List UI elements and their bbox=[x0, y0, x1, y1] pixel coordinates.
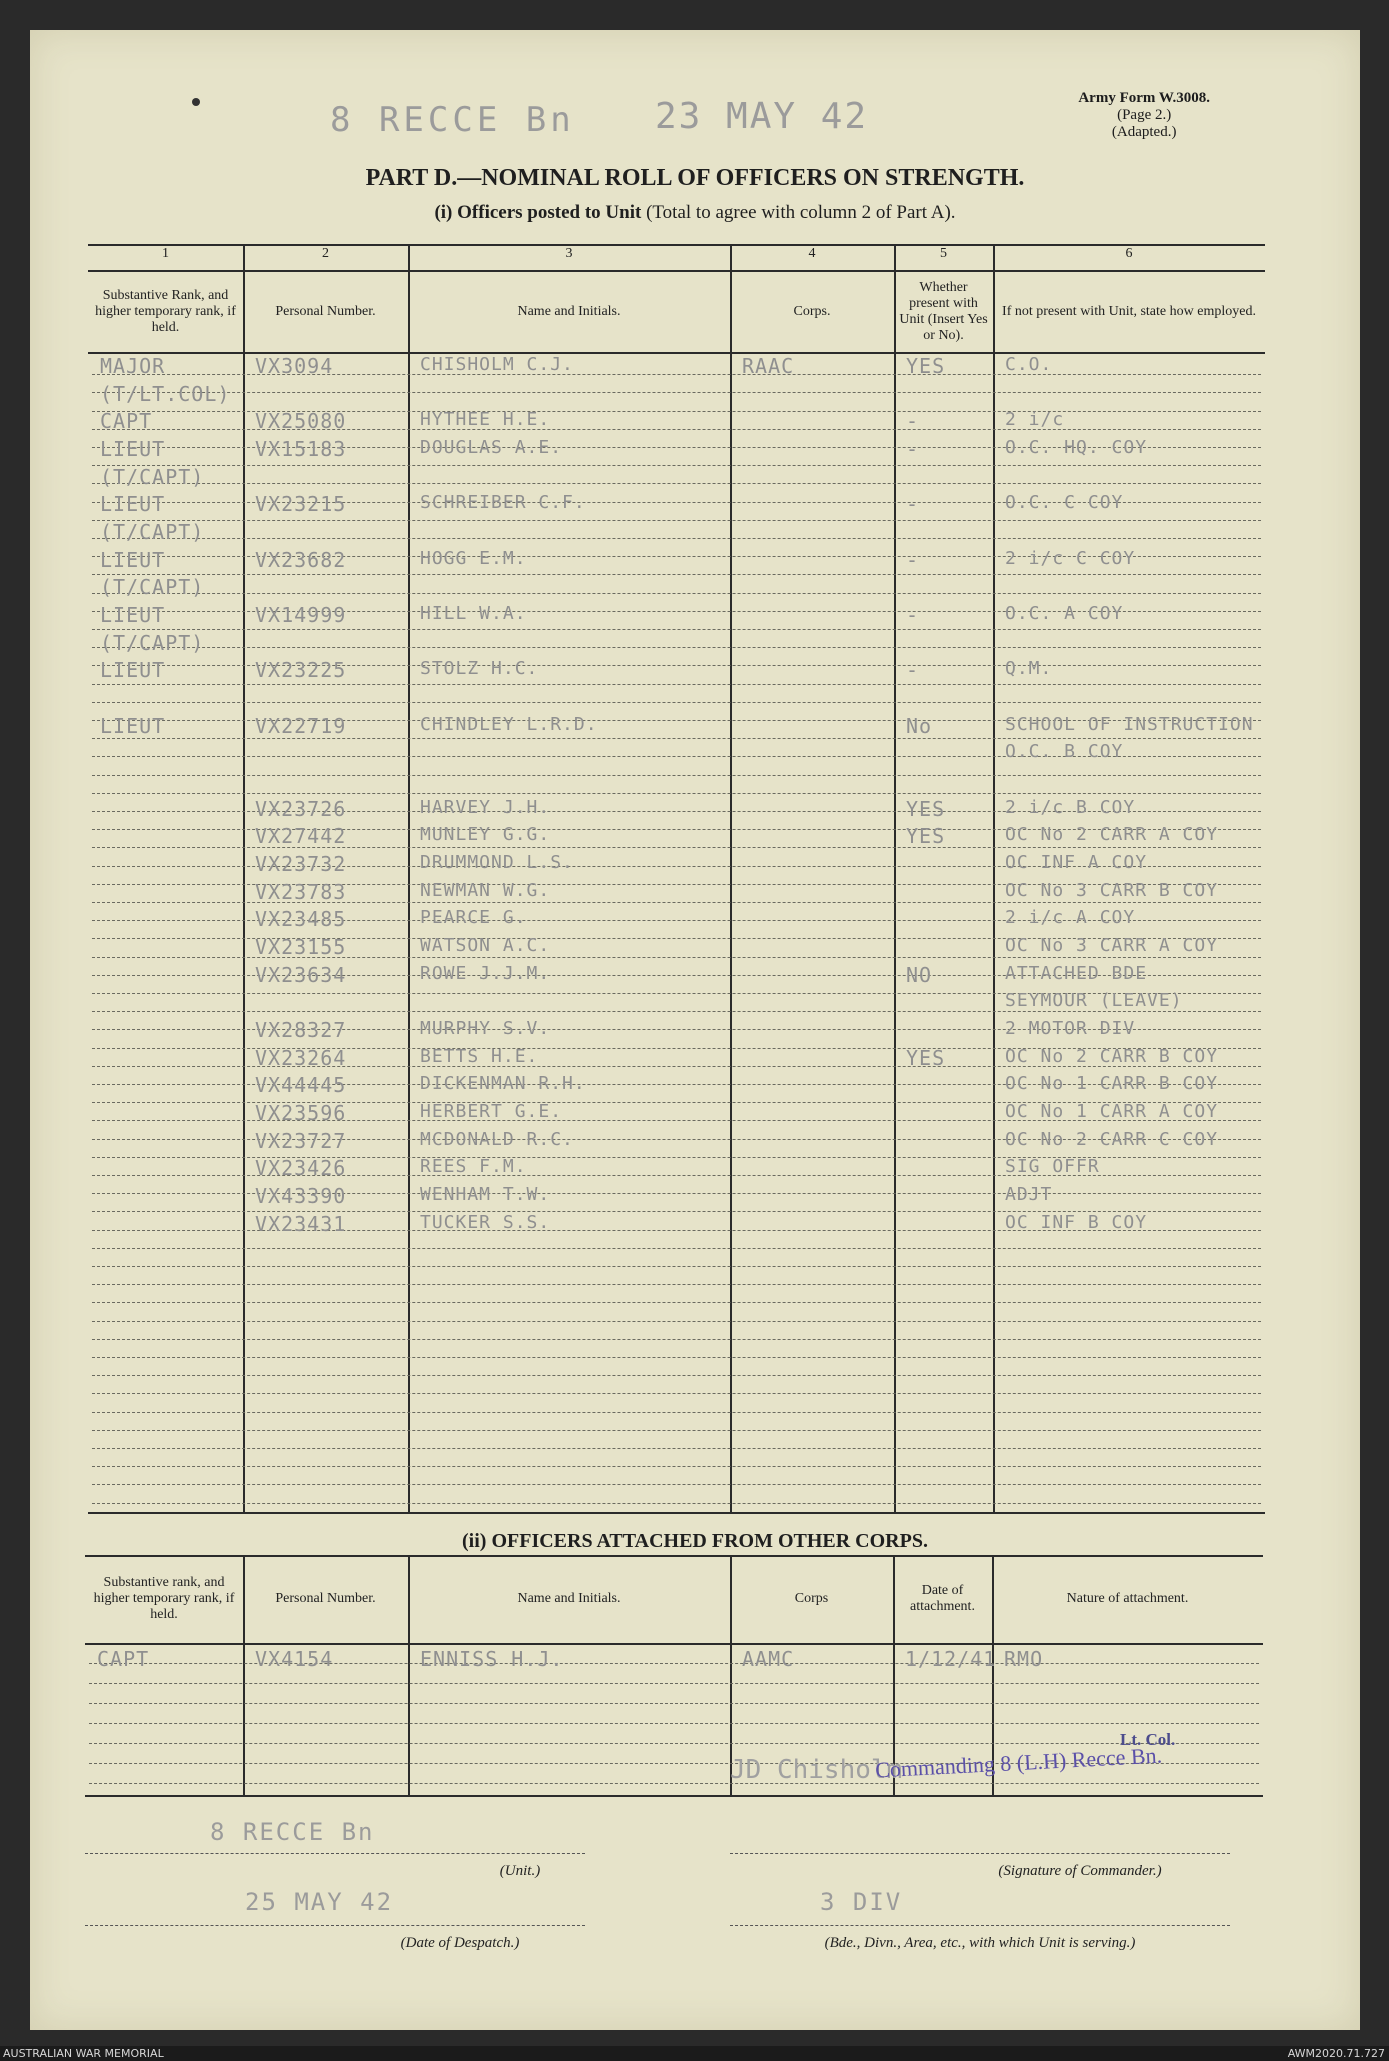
name-cell: STOLZ H.C. bbox=[420, 658, 539, 680]
employment-cell: O.C. A COY bbox=[1005, 602, 1124, 624]
name-cell: HARVEY J.H. bbox=[420, 796, 551, 818]
number-cell: VX15183 bbox=[255, 436, 347, 461]
table1-column-header: Corps. bbox=[793, 304, 831, 319]
present-cell: YES bbox=[906, 1045, 946, 1070]
employment-cell: O.C. HQ. COY bbox=[1005, 436, 1148, 458]
name-cell: REES F.M. bbox=[420, 1156, 527, 1178]
part-d-subtitle-bold: (i) Officers posted to Unit bbox=[434, 202, 642, 223]
commander-signature: JD Chisholm bbox=[730, 1755, 903, 1785]
part-ii-title: (ii) OFFICERS ATTACHED FROM OTHER CORPS. bbox=[462, 1530, 928, 1552]
date-label: (Date of Despatch.) bbox=[400, 1935, 520, 1951]
table1-column-header: Whether present with Unit (Insert Yes or No). bbox=[899, 280, 988, 343]
employment-cell: OC No 2 CARR B COY bbox=[1005, 1045, 1219, 1067]
present-cell: YES bbox=[906, 824, 946, 849]
rank-cell: (T/CAPT) bbox=[100, 630, 205, 655]
present-cell: NO bbox=[906, 962, 933, 987]
table1-entry-line bbox=[92, 593, 1261, 594]
table1-entry-line bbox=[92, 793, 1261, 794]
rank-cell: MAJOR bbox=[100, 354, 166, 378]
number-cell: VX28327 bbox=[255, 1017, 347, 1042]
corps-cell: RAAC bbox=[742, 354, 795, 378]
table2-column-header: Personal Number. bbox=[275, 1591, 376, 1606]
stamp-rank: Lt. Col. bbox=[1120, 1730, 1176, 1749]
table2-header-rule bbox=[85, 1643, 1263, 1645]
part-d-subtitle-rest: (Total to agree with column 2 of Part A). bbox=[641, 202, 956, 223]
table1-entry-line bbox=[92, 1448, 1261, 1449]
number-cell: VX25080 bbox=[255, 409, 347, 434]
table1-entry-line bbox=[92, 538, 1261, 539]
employment-cell: OC No 1 CARR A COY bbox=[1005, 1100, 1219, 1122]
table1-column-header: Personal Number. bbox=[275, 304, 376, 319]
name-cell: HOGG E.M. bbox=[420, 547, 527, 569]
number-cell: VX23726 bbox=[255, 796, 347, 821]
table1-column-number: 4 bbox=[808, 246, 816, 261]
table2-column-header: Date of attachment. bbox=[910, 1583, 975, 1614]
number-cell: VX23634 bbox=[255, 962, 347, 987]
table1-entry-line bbox=[92, 1284, 1261, 1285]
name-cell: CHISHOLM C.J. bbox=[420, 354, 574, 375]
employment-cell: OC INF B COY bbox=[1005, 1211, 1148, 1233]
table2-column-header: Name and Initials. bbox=[517, 1591, 621, 1606]
table2-column-header: Substantive rank, and higher temporary rank, if held. bbox=[93, 1575, 235, 1622]
table2-entry-line bbox=[89, 1723, 1259, 1724]
name-cell: WENHAM T.W. bbox=[420, 1183, 551, 1205]
form-number: Army Form W.3008. bbox=[1078, 90, 1210, 106]
archive-name: AUSTRALIAN WAR MEMORIAL bbox=[3, 2047, 164, 2060]
employment-cell: 2 MOTOR DIV bbox=[1005, 1017, 1136, 1039]
corps-cell: AAMC bbox=[742, 1647, 795, 1671]
name-cell: MCDONALD R.C. bbox=[420, 1128, 574, 1150]
present-cell: - bbox=[906, 409, 920, 434]
rank-cell: LIEUT bbox=[100, 602, 166, 627]
present-cell: No bbox=[906, 713, 933, 738]
rank-cell: CAPT bbox=[100, 409, 153, 434]
unit-label: (Unit.) bbox=[499, 1863, 541, 1879]
name-cell: HERBERT G.E. bbox=[420, 1100, 563, 1122]
name-cell: HYTHEE H.E. bbox=[420, 409, 551, 431]
number-cell: VX23264 bbox=[255, 1045, 347, 1070]
number-cell: VX23155 bbox=[255, 934, 347, 959]
number-cell: VX43390 bbox=[255, 1183, 347, 1208]
rank-cell: (T/CAPT) bbox=[100, 519, 205, 544]
table2-entry-line bbox=[89, 1743, 1259, 1744]
table2-bottom-rule bbox=[85, 1795, 1263, 1797]
table1-entry-line bbox=[92, 1466, 1261, 1467]
table1-bottom-rule bbox=[88, 1512, 1265, 1514]
number-cell: VX27442 bbox=[255, 824, 347, 849]
table1-entry-line bbox=[92, 465, 1261, 466]
rank-cell: LIEUT bbox=[100, 436, 166, 461]
table1-entry-line bbox=[92, 574, 1261, 575]
signature-line bbox=[730, 1853, 1230, 1854]
table2-entry-line bbox=[89, 1783, 1259, 1784]
employment-cell: OC No 2 CARR A COY bbox=[1005, 824, 1219, 846]
signature-label: (Signature of Commander.) bbox=[998, 1863, 1162, 1879]
employment-cell: SIG OFFR bbox=[1005, 1156, 1100, 1178]
number-cell: VX23431 bbox=[255, 1211, 347, 1236]
command-stamp: Commanding 8 (L.H) Recce Bn. bbox=[874, 1742, 1163, 1783]
name-cell: SCHREIBER C.F. bbox=[420, 492, 586, 514]
name-cell: MURPHY S.V. bbox=[420, 1017, 551, 1039]
name-cell: BETTS H.E. bbox=[420, 1045, 539, 1067]
table1-column-number: 3 bbox=[565, 246, 573, 261]
table1-entry-line bbox=[92, 738, 1261, 739]
handwritten-unit-note: 8 RECCE Bn bbox=[330, 100, 575, 140]
part-d-title: PART D.—NOMINAL ROLL OF OFFICERS ON STRENGTH. bbox=[365, 165, 1025, 191]
table1-entry-line bbox=[92, 1393, 1261, 1394]
attachment-nature-cell: RMO bbox=[1004, 1647, 1044, 1671]
table1-column-rule bbox=[408, 244, 410, 1512]
employment-cell: OC INF A COY bbox=[1005, 851, 1148, 873]
table1-entry-line bbox=[92, 1375, 1261, 1376]
name-cell: WATSON A.C. bbox=[420, 934, 551, 956]
name-cell: ROWE J.J.M. bbox=[420, 962, 551, 984]
table1-entry-line bbox=[92, 1339, 1261, 1340]
present-cell: YES bbox=[906, 354, 946, 378]
table1-column-rule bbox=[730, 244, 732, 1512]
rank-cell: LIEUT bbox=[100, 713, 166, 738]
table1-entry-line bbox=[92, 1357, 1261, 1358]
table2-entry-line bbox=[89, 1703, 1259, 1704]
table1-entry-line bbox=[92, 1412, 1261, 1413]
table1-entry-line bbox=[92, 684, 1261, 685]
table1-column-rule bbox=[894, 244, 896, 1512]
name-cell: HILL W.A. bbox=[420, 602, 527, 624]
employment-cell: 2 i/c bbox=[1005, 409, 1065, 431]
table1-column-number: 6 bbox=[1125, 246, 1133, 261]
table1-column-header: Name and Initials. bbox=[517, 304, 621, 319]
employment-cell: SCHOOL OF INSTRUCTION bbox=[1005, 713, 1254, 735]
table1-entry-line bbox=[92, 1302, 1261, 1303]
number-cell: VX23682 bbox=[255, 547, 347, 572]
employment-cell: 2 i/c A COY bbox=[1005, 907, 1136, 929]
number-cell: VX22719 bbox=[255, 713, 347, 738]
number-cell: VX23727 bbox=[255, 1128, 347, 1153]
table1-entry-line bbox=[92, 647, 1261, 648]
employment-cell: 2 i/c C COY bbox=[1005, 547, 1136, 569]
name-cell: NEWMAN W.G. bbox=[420, 879, 551, 901]
employment-cell: SEYMOUR (LEAVE) bbox=[1005, 990, 1183, 1012]
number-cell: VX23426 bbox=[255, 1156, 347, 1181]
rank-cell: (T/LT.COL) bbox=[100, 381, 231, 406]
attachment-date-cell: 1/12/41 bbox=[905, 1647, 997, 1671]
table1-entry-line bbox=[92, 483, 1261, 484]
table1-entry-line bbox=[92, 702, 1261, 703]
rank-cell: LIEUT bbox=[100, 492, 166, 517]
formation-line bbox=[730, 1925, 1230, 1926]
table1-column-number: 2 bbox=[322, 246, 329, 261]
number-cell: VX14999 bbox=[255, 602, 347, 627]
number-cell: VX23596 bbox=[255, 1100, 347, 1125]
number-cell: VX23783 bbox=[255, 879, 347, 904]
table2-entry-line bbox=[89, 1683, 1259, 1684]
date-line bbox=[85, 1925, 585, 1926]
table1-entry-line bbox=[92, 1430, 1261, 1431]
punch-mark bbox=[192, 98, 200, 106]
formation-label: (Bde., Divn., Area, etc., with which Unit is serving.) bbox=[824, 1935, 1136, 1951]
rank-cell: (T/CAPT) bbox=[100, 464, 205, 489]
employment-cell: OC No 3 CARR B COY bbox=[1005, 879, 1219, 901]
table1-column-number: 5 bbox=[940, 246, 947, 261]
employment-cell: ATTACHED BDE bbox=[1005, 962, 1148, 984]
despatch-date-value: 25 MAY 42 bbox=[245, 1888, 394, 1916]
table1-entry-line bbox=[92, 520, 1261, 521]
table1-column-rule bbox=[243, 244, 245, 1512]
archive-strip bbox=[0, 2046, 1389, 2061]
present-cell: - bbox=[906, 492, 920, 517]
name-cell: MUNLEY G.G. bbox=[420, 824, 551, 846]
table1-entry-line bbox=[92, 1503, 1261, 1504]
handwritten-header-date: 23 MAY 42 bbox=[655, 96, 869, 137]
name-cell: DICKENMAN R.H. bbox=[420, 1073, 586, 1095]
name-cell: DOUGLAS A.E. bbox=[420, 436, 563, 458]
table1-column-header: Substantive Rank, and higher temporary rank, if held. bbox=[95, 288, 236, 335]
officers-attached-table bbox=[85, 1555, 1263, 1825]
officers-posted-table bbox=[88, 244, 1265, 1512]
name-cell: ENNISS H.J. bbox=[420, 1647, 564, 1671]
employment-cell: OC No 3 CARR A COY bbox=[1005, 934, 1219, 956]
employment-cell: O.C. C COY bbox=[1005, 492, 1124, 514]
employment-cell: OC No 2 CARR C COY bbox=[1005, 1128, 1219, 1150]
present-cell: - bbox=[906, 436, 920, 461]
number-cell: VX4154 bbox=[255, 1647, 334, 1671]
present-cell: - bbox=[906, 602, 920, 627]
part-d-subtitle bbox=[30, 202, 1360, 224]
number-cell: VX44445 bbox=[255, 1073, 347, 1098]
archive-reference: AWM2020.71.727 bbox=[1287, 2047, 1385, 2060]
unit-line bbox=[85, 1853, 585, 1854]
table1-column-rule bbox=[993, 244, 995, 1512]
rank-cell: (T/CAPT) bbox=[100, 575, 205, 600]
table1-entry-line bbox=[92, 629, 1261, 630]
table2-column-rule bbox=[408, 1555, 410, 1795]
name-cell: DRUMMOND L.S. bbox=[420, 851, 574, 873]
form-identifier bbox=[1078, 90, 1210, 141]
table1-entry-line bbox=[92, 775, 1261, 776]
name-cell: TUCKER S.S. bbox=[420, 1211, 551, 1233]
number-cell: VX23215 bbox=[255, 492, 347, 517]
employment-cell: 2 i/c B COY bbox=[1005, 796, 1136, 818]
number-cell: VX23732 bbox=[255, 851, 347, 876]
employment-cell: OC No 1 CARR B COY bbox=[1005, 1073, 1219, 1095]
number-cell: VX23485 bbox=[255, 907, 347, 932]
table2-column-header: Nature of attachment. bbox=[1066, 1591, 1189, 1606]
unit-value: 8 RECCE Bn bbox=[210, 1818, 375, 1846]
rank-cell: CAPT bbox=[97, 1647, 150, 1671]
table1-entry-line bbox=[92, 1011, 1261, 1012]
table2-column-rule bbox=[243, 1555, 245, 1795]
formation-value: 3 DIV bbox=[820, 1888, 903, 1916]
present-cell: - bbox=[906, 547, 920, 572]
table1-entry-line bbox=[92, 1266, 1261, 1267]
employment-cell: ADJT bbox=[1005, 1183, 1053, 1205]
table1-entry-line bbox=[92, 392, 1261, 393]
number-cell: VX23225 bbox=[255, 658, 347, 683]
table1-column-header: If not present with Unit, state how employed. bbox=[1002, 304, 1256, 319]
table1-entry-line bbox=[92, 1321, 1261, 1322]
table1-entry-line bbox=[92, 1248, 1261, 1249]
number-cell: VX3094 bbox=[255, 354, 334, 378]
employment-cell: C.O. bbox=[1005, 354, 1053, 375]
name-cell: PEARCE G. bbox=[420, 907, 527, 929]
table1-column-number: 1 bbox=[162, 246, 169, 261]
present-cell: - bbox=[906, 658, 920, 683]
present-cell: YES bbox=[906, 796, 946, 821]
table1-entry-line bbox=[92, 1484, 1261, 1485]
employment-cell: Q.M. bbox=[1005, 658, 1053, 680]
form-adapted: (Adapted.) bbox=[1111, 124, 1177, 140]
form-page bbox=[30, 30, 1360, 2030]
form-page-number: (Page 2.) bbox=[1117, 107, 1172, 123]
table2-column-header: Corps bbox=[794, 1591, 829, 1606]
employment-cell: O.C. B COY bbox=[1005, 741, 1124, 763]
rank-cell: LIEUT bbox=[100, 658, 166, 683]
name-cell: CHINDLEY L.R.D. bbox=[420, 713, 598, 735]
rank-cell: LIEUT bbox=[100, 547, 166, 572]
